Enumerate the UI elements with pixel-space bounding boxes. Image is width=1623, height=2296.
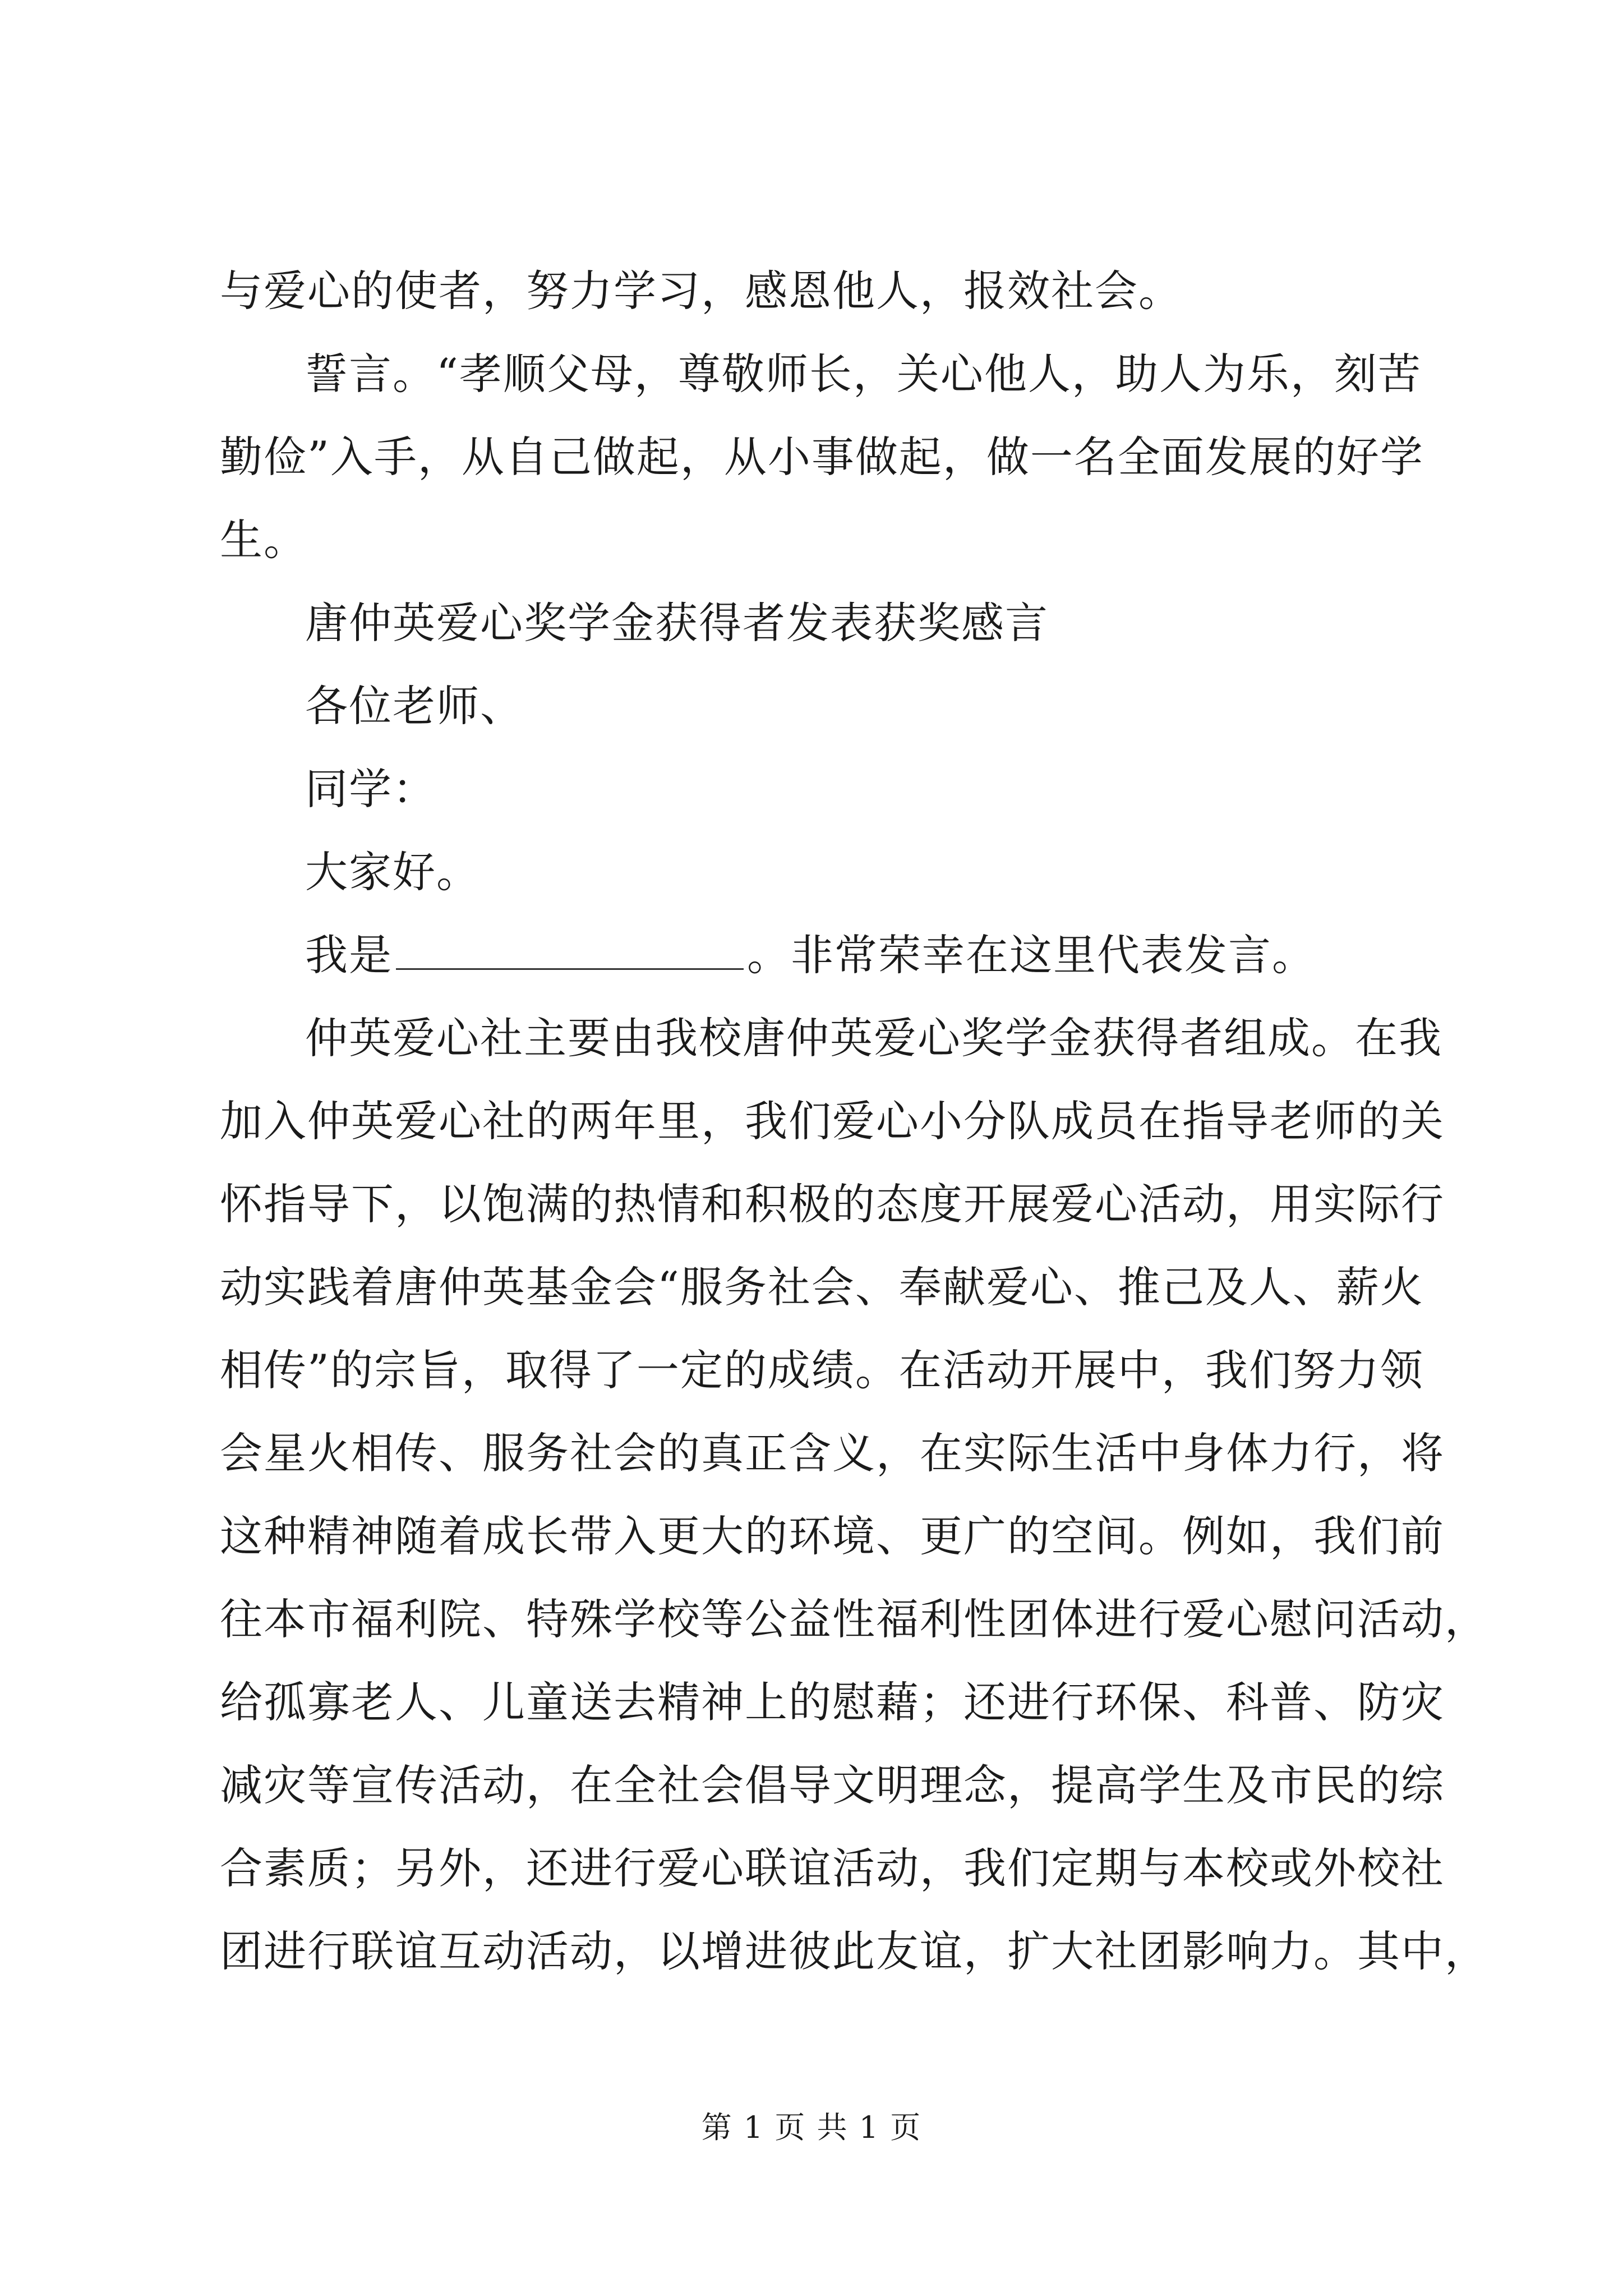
page-number-label: 第 1 页 共 1 页 — [701, 2110, 922, 2145]
text-line: 勤俭”入手，从自己做起，从小事做起，做一名全面发展的好学 — [220, 432, 1424, 482]
paragraph-line: 会星火相传、服务社会的真正含义，在实际生活中身体力行，将 — [220, 1428, 1445, 1478]
paragraph-line: 团进行联谊互动活动，以增进彼此友谊，扩大社团影响力。其中， — [220, 1926, 1488, 1976]
salutation-line: 同学： — [305, 764, 436, 814]
page-footer — [0, 2104, 1623, 2147]
text-line: 生。 — [220, 515, 307, 565]
paragraph-line: 相传”的宗旨，取得了一定的成绩。在活动开展中，我们努力领 — [220, 1345, 1424, 1395]
paragraph-line: 减灾等宣传活动，在全社会倡导文明理念，提高学生及市民的综 — [220, 1760, 1445, 1810]
greeting-line: 大家好。 — [305, 847, 480, 897]
intro-suffix: 。非常荣幸在这里代表发言。 — [747, 930, 1316, 980]
document-body — [220, 250, 1488, 1993]
text-line: 与爱心的使者，努力学习，感恩他人，报效社会。 — [220, 266, 1182, 316]
paragraph-line: 仲英爱心社主要由我校唐仲英爱心奖学金获得者组成。在我 — [305, 1013, 1442, 1063]
name-blank-field[interactable] — [396, 926, 744, 970]
speech-title: 唐仲英爱心奖学金获得者发表获奖感言 — [305, 598, 1049, 648]
intro-line — [220, 914, 1409, 997]
paragraph-line: 加入仲英爱心社的两年里，我们爱心小分队成员在指导老师的关 — [220, 1096, 1445, 1146]
paragraph-line: 合素质；另外，还进行爱心联谊活动，我们定期与本校或外校社 — [220, 1843, 1445, 1893]
text-line: 誓言。“孝顺父母，尊敬师长，关心他人，助人为乐，刻苦 — [305, 349, 1422, 399]
paragraph-line: 往本市福利院、特殊学校等公益性福利性团体进行爱心慰问活动， — [220, 1594, 1488, 1644]
intro-prefix: 我是 — [305, 930, 393, 980]
paragraph-line: 这种精神随着成长带入更大的环境、更广的空间。例如，我们前 — [220, 1511, 1445, 1561]
paragraph-line: 动实践着唐仲英基金会“服务社会、奉献爱心、推己及人、薪火 — [220, 1262, 1424, 1312]
salutation-line: 各位老师、 — [305, 681, 524, 731]
paragraph-line: 给孤寡老人、儿童送去精神上的慰藉；还进行环保、科普、防灾 — [220, 1677, 1445, 1727]
paragraph-line: 怀指导下，以饱满的热情和积极的态度开展爱心活动，用实际行 — [220, 1179, 1445, 1229]
